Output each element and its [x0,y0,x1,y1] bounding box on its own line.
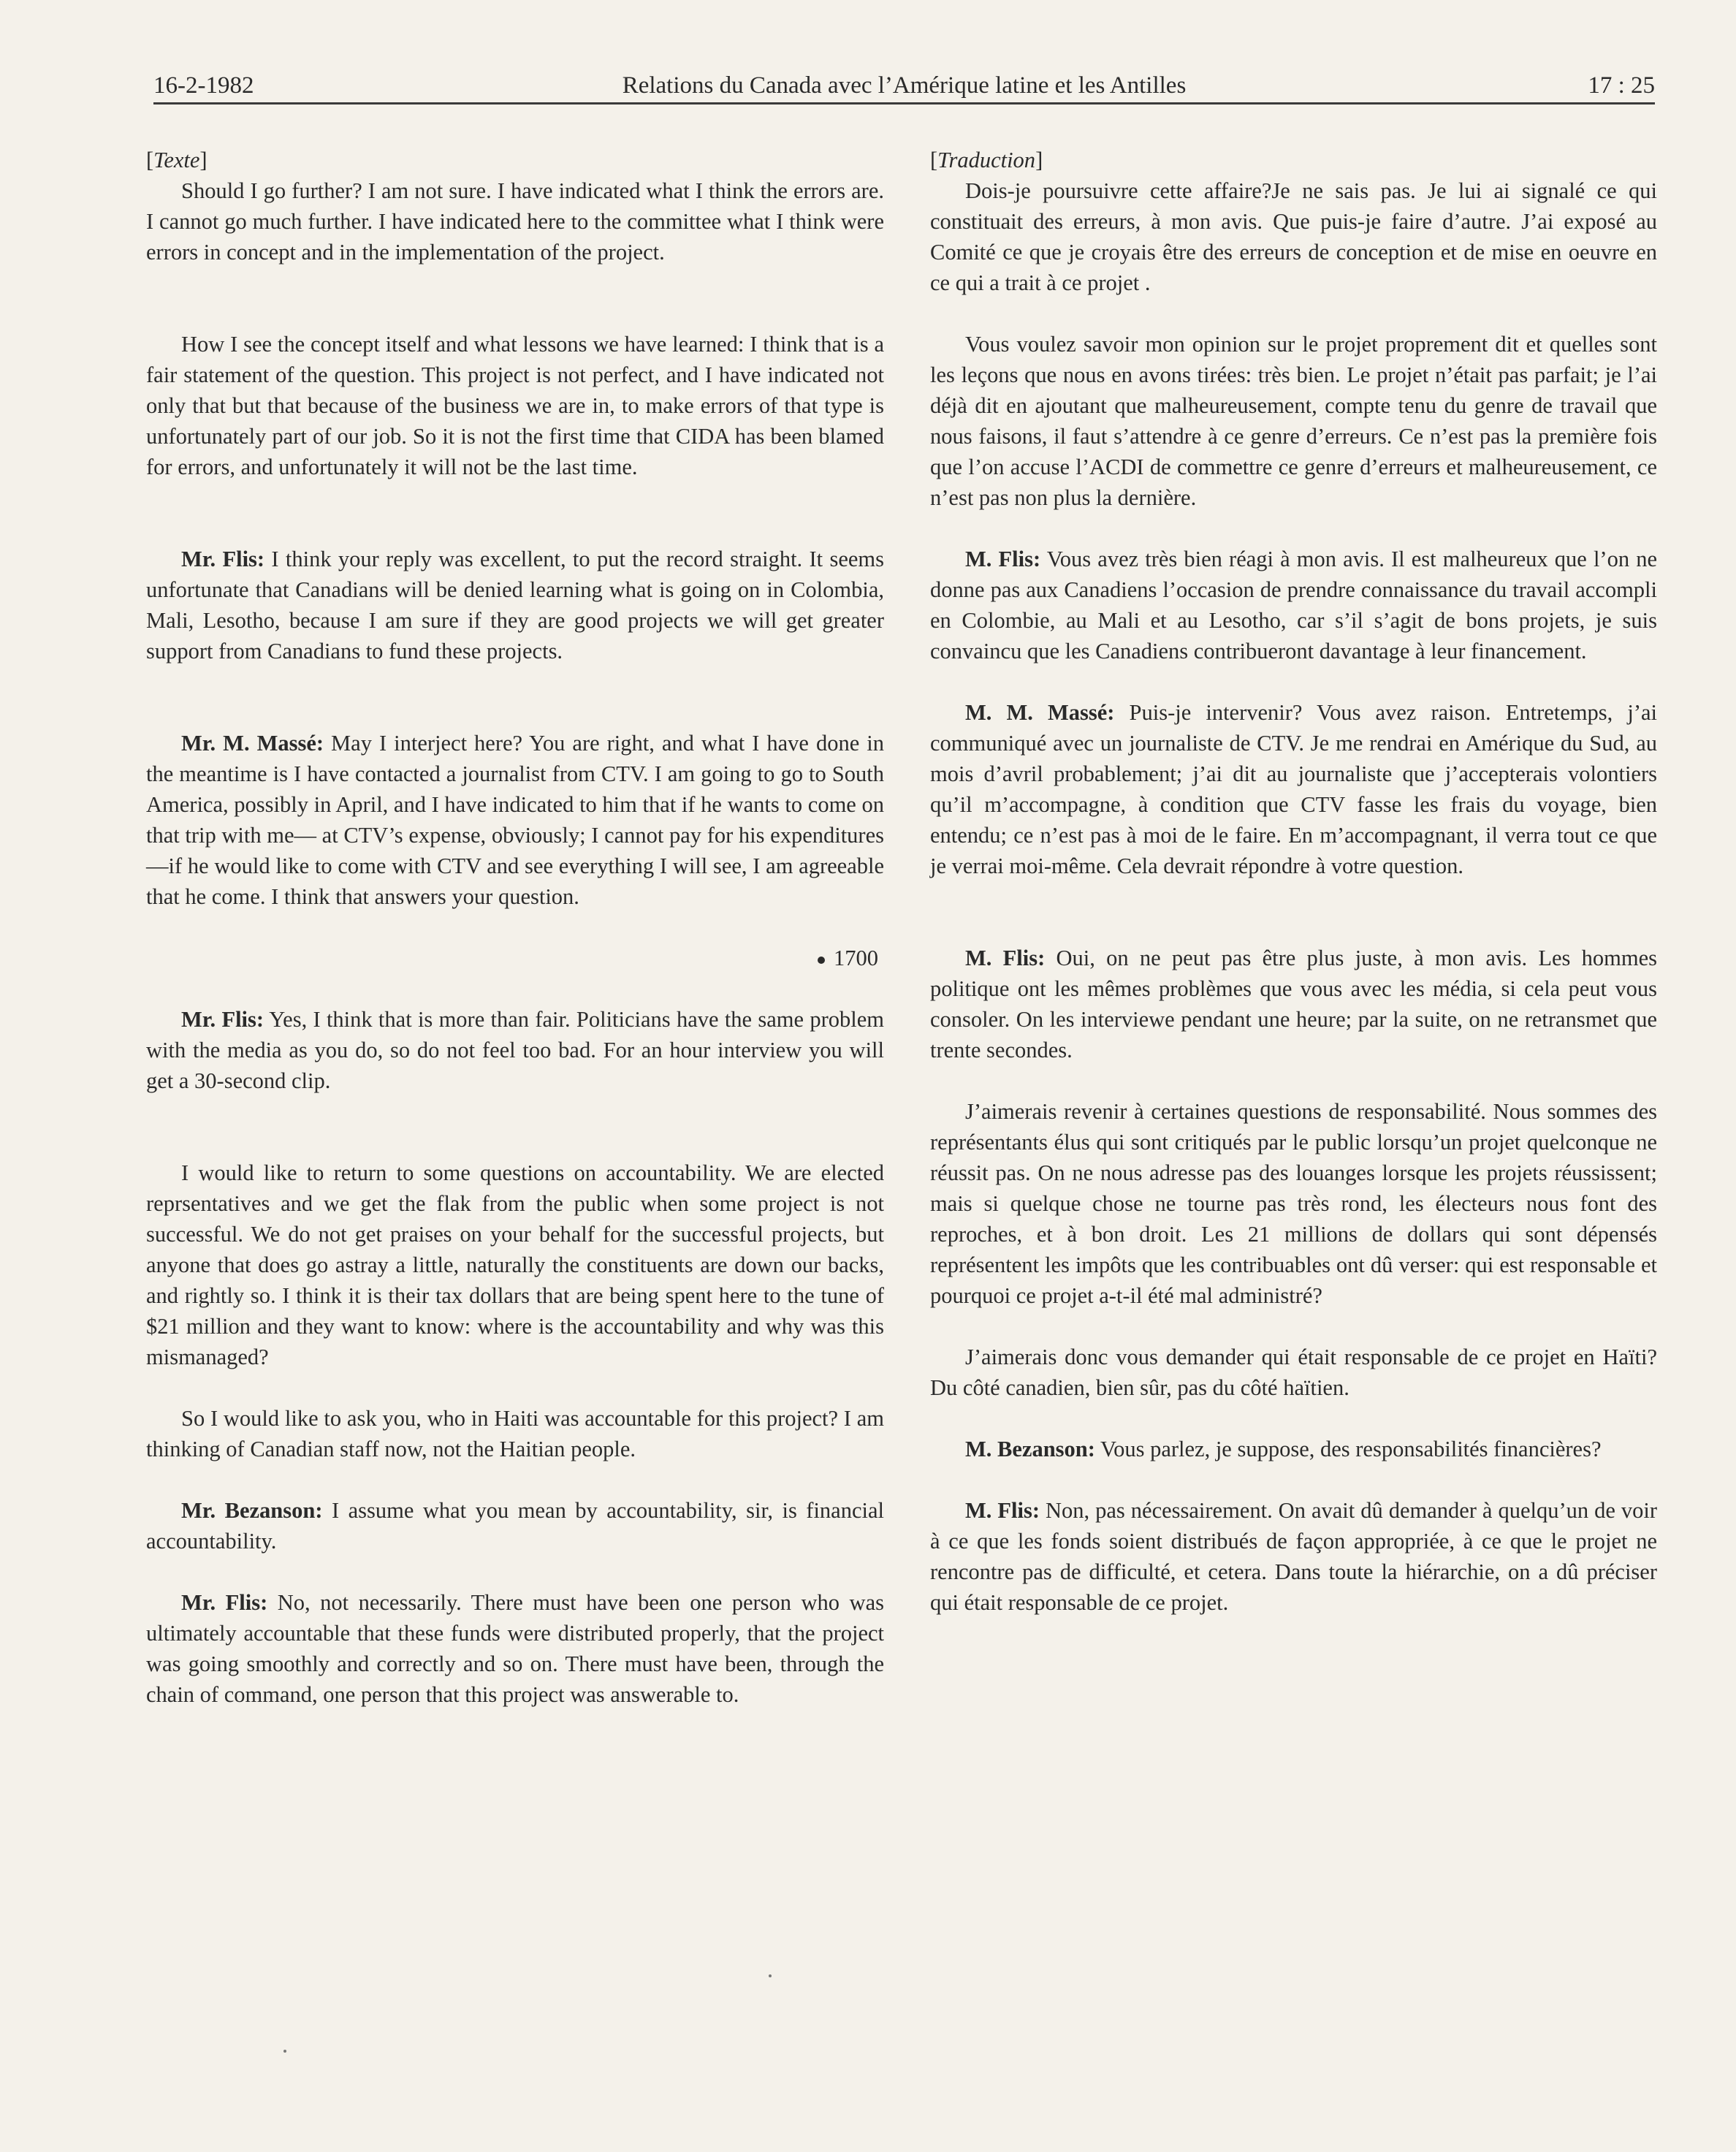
speaker-name: M. Flis: [965,547,1041,571]
paragraph: I would like to return to some questions on accountability. We are elected reprsentatives and we get the flak from the public when some project is not successful. We do not get praises on your behalf for the successful projects, but anyone that does go astray a little, naturally the constituents are down our backs, and rightly so. I think it is their tax dollars that are being spent here to the tune of $21 million and they want to know: where is the accountability and why was this mismanaged? [146,1160,884,1369]
paragraph: J’aimerais revenir à certaines questions de responsabilité. Nous sommes des représentants élus qui sont critiqués par le public lorsqu’un projet quelconque ne réussit pas. On ne nous adresse pas des louanges lorsque les projets réussissent; mais si quelque chose ne tourne pas très rond, les électeurs nous font des reproches, et à bon droit. Les 21 millions de dollars qui sont dépensés représentent les impôts que les contribuables ont dû verser: qui est responsable et pourquoi ce projet a-t-il été mal administré? [930,1099,1657,1308]
bullet-icon [818,957,825,964]
header-title: Relations du Canada avec l’Amérique latine et les Antilles [622,72,1187,99]
speaker-name: M. Flis: [965,946,1046,970]
time-marker: 1700 [146,943,884,973]
header-rule [153,102,1655,104]
paragraph: J’aimerais donc vous demander qui était responsable de ce projet en Haïti? Du côté canadien, bien sûr, pas du côté haïtien. [930,1345,1657,1400]
speaker-name: Mr. Flis: [181,1590,268,1615]
header-page-number: 17 : 25 [1588,72,1655,99]
text-label: [Texte] [146,148,208,172]
french-column [930,145,1657,1618]
translation-label: [Traduction] [930,148,1043,172]
speaker-paragraph: M. Flis: Vous avez très bien réagi à mon avis. Il est malheureux que l’on ne donne pas aux Canadiens l’occasion de prendre connaissance du travail accompli en Colombie, au Mali et au Lesotho, car s’il s’agit de bons projets, je suis convaincu que les Canadiens contribueront davantage à leur financement. [930,547,1657,664]
speaker-paragraph: Mr. Flis: Yes, I think that is more than fair. Politicians have the same problem with the media as you do, so do not feel too bad. For an hour interview you will get a 30-second clip. [146,1007,884,1093]
paragraph: How I see the concept itself and what lessons we have learned: I think that is a fair statement of the question. This project is not perfect, and I have indicated not only that but that because of the business we are in, to make errors of that type is unfortunately part of our job. So it is not the first time that CIDA has been blamed for errors, and unfortunately it will not be the last time. [146,332,884,479]
paragraph: Vous voulez savoir mon opinion sur le projet proprement dit et quelles sont les leçons que nous en avons tirées: très bien. Le projet n’était pas parfait; je l’ai déjà dit en ajoutant que malheureusement, compte tenu du genre de travail que nous faisons, il faut s’attendre à ce genre d’erreurs. Ce n’est pas la première fois que l’on accuse l’ACDI de commettre ce genre d’erreurs et malheureusement, ce n’est pas non plus la dernière. [930,332,1657,510]
speaker-name: Mr. Bezanson: [181,1498,323,1523]
speaker-name: M. M. Massé: [965,700,1115,725]
speaker-paragraph: M. Flis: Non, pas nécessairement. On avait dû demander à quelqu’un de voir à ce que les fonds soient distribués de façon appropriée, à ce que le projet ne rencontre pas de difficulté, et cetera. Dans toute la hiérarchie, on a dû préciser qui était responsable de ce projet. [930,1498,1657,1615]
speaker-name: Mr. Flis: [181,1007,264,1032]
speaker-paragraph: M. M. Massé: Puis-je intervenir? Vous avez raison. Entretemps, j’ai communiqué avec un journaliste de CTV. Je me rendrai en Amérique du Sud, au mois d’avril probablement; j’ai dit au journaliste que j’accepterais volontiers qu’il m’accompagne, à condition que CTV fasse les frais du voyage, bien entendu; ce n’est pas à moi de le faire. En m’accompagnant, il verra tout ce que je verrai moi-même. Cela devrait répondre à votre question. [930,700,1657,878]
paragraph: Dois-je poursuivre cette affaire?Je ne sais pas. Je lui ai signalé ce qui constituait des erreurs, à mon avis. Que puis-je faire d’autre. J’ai exposé au Comité ce que je croyais être des erreurs de conception et de mise en oeuvre en ce qui a trait à ce projet . [930,178,1657,295]
speaker-name: M. Bezanson: [965,1437,1095,1461]
speaker-name: Mr. M. Massé: [181,731,324,756]
header-date: 16-2-1982 [153,72,254,99]
speaker-name: Mr. Flis: [181,547,265,571]
paper-speck [283,2050,286,2053]
speaker-paragraph: Mr. Flis: No, not necessarily. There must have been one person who was ultimately accountable that these funds were distributed properly, that the project was going smoothly and correctly and so on. There must have been, through the chain of command, one person that this project was answerable to. [146,1590,884,1707]
speaker-name: M. Flis: [965,1498,1040,1523]
speaker-paragraph: M. Flis: Oui, on ne peut pas être plus juste, à mon avis. Les hommes politique ont les mêmes problèmes que vous avec les média, si cela peut vous consoler. On les interviewe pendant une heure; par la suite, on ne retransmet que trente secondes. [930,946,1657,1062]
english-column [146,145,884,1710]
speaker-paragraph: Mr. Bezanson: I assume what you mean by accountability, sir, is financial accountability. [146,1498,884,1554]
paragraph: Should I go further? I am not sure. I have indicated what I think the errors are. I cannot go much further. I have indicated here to the committee what I think were errors in concept and in the implementation of the project. [146,178,884,265]
page-header [153,67,1655,104]
paper-speck [769,1974,772,1977]
paragraph: So I would like to ask you, who in Haiti was accountable for this project? I am thinking of Canadian staff now, not the Haitian people. [146,1406,884,1461]
speaker-paragraph: M. Bezanson: Vous parlez, je suppose, des responsabilités financières? [965,1437,1602,1461]
speaker-paragraph: Mr. M. Massé: May I interject here? You are right, and what I have done in the meantime is I have contacted a journalist from CTV. I am going to go to South America, possibly in April, and I have indicated to him that if he wants to come on that trip with me— at CTV’s expense, obviously; I cannot pay for his expenditures—if he would like to come with CTV and see everything I will see, I am agreeable that he come. I think that answers your question. [146,731,884,909]
speaker-paragraph: Mr. Flis: I think your reply was excellent, to put the record straight. It seems unfortunate that Canadians will be denied learning what is going on in Colombia, Mali, Lesotho, because I am sure if they are good projects we will get greater support from Canadians to fund these projects. [146,547,884,664]
